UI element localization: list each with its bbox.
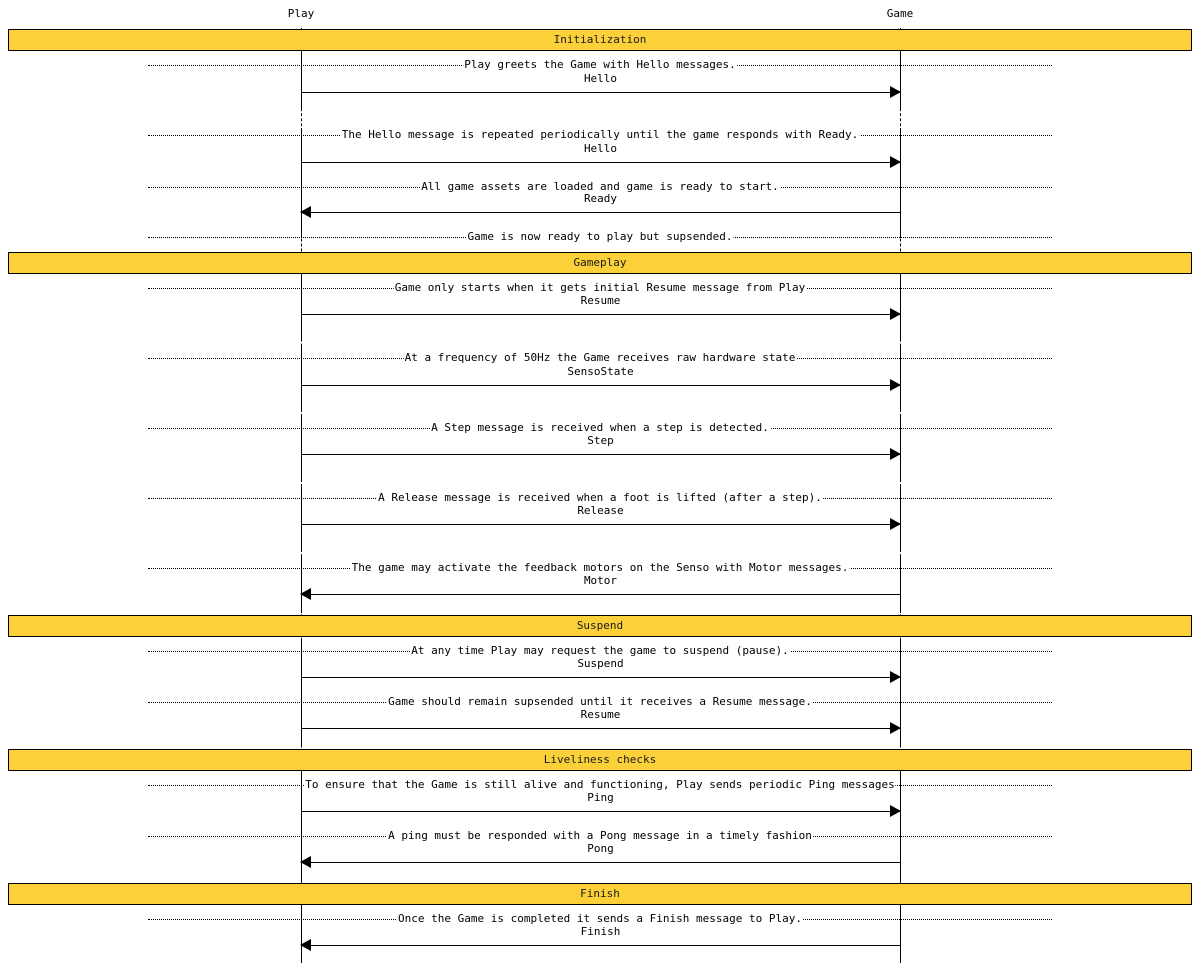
message-line	[301, 594, 900, 595]
note	[0, 230, 1200, 244]
note-text: The game may activate the feedback motors on the Senso with Motor messages.	[351, 561, 849, 574]
note-text: At any time Play may request the game to suspend (pause).	[411, 644, 789, 657]
note-text: A Release message is received when a foot is lifted (after a step).	[378, 491, 822, 504]
section-label-initialization: Initialization	[553, 33, 647, 46]
message-label: Ping	[587, 791, 614, 804]
note-text: Game should remain supsended until it receives a Resume message.	[388, 695, 812, 708]
message-line	[301, 212, 900, 213]
message-label: Hello	[583, 142, 618, 155]
message-line	[301, 862, 900, 863]
message-line	[301, 162, 900, 163]
note	[0, 128, 1200, 142]
message-label: Release	[577, 504, 624, 517]
arrowhead-icon	[300, 588, 311, 600]
message-arrow	[301, 791, 900, 825]
note-text: All game assets are loaded and game is ready to start.	[421, 180, 779, 193]
note	[0, 561, 1200, 575]
message-line	[301, 314, 900, 315]
section-label-gameplay: Gameplay	[573, 256, 627, 269]
message-line	[301, 811, 900, 812]
message-line	[301, 454, 900, 455]
message-arrow	[301, 434, 900, 468]
arrowhead-icon	[300, 856, 311, 868]
note-text: The Hello message is repeated periodically until the game responds with Ready.	[341, 128, 859, 141]
arrowhead-icon	[890, 448, 901, 460]
message-arrow	[301, 708, 900, 742]
note	[0, 829, 1200, 843]
arrowhead-icon	[300, 939, 311, 951]
note-text: Game only starts when it gets initial Resume message from Play	[394, 281, 806, 294]
message-arrow	[301, 294, 900, 328]
note	[0, 695, 1200, 709]
message-arrow	[301, 657, 900, 691]
message-arrow	[301, 504, 900, 538]
message-line	[301, 945, 900, 946]
arrowhead-icon	[300, 206, 311, 218]
note-text: Game is now ready to play but supsended.	[467, 230, 733, 243]
message-label: Pong	[587, 842, 614, 855]
arrowhead-icon	[890, 379, 901, 391]
message-line	[301, 92, 900, 93]
section-bar-initialization	[8, 29, 1192, 51]
arrowhead-icon	[890, 86, 901, 98]
message-arrow	[301, 72, 900, 106]
message-label: Resume	[580, 708, 621, 721]
message-label: Resume	[580, 294, 621, 307]
message-arrow	[301, 142, 900, 176]
note-text: A Step message is received when a step is detected.	[431, 421, 769, 434]
message-arrow	[301, 574, 900, 608]
note-text: Once the Game is completed it sends a Finish message to Play.	[398, 912, 802, 925]
arrowhead-icon	[890, 671, 901, 683]
note	[0, 281, 1200, 295]
message-label: Motor	[583, 574, 618, 587]
section-bar-liveliness-checks	[8, 749, 1192, 771]
note-text: To ensure that the Game is still alive and functioning, Play sends periodic Ping messages	[305, 778, 895, 791]
note-text: A ping must be responded with a Pong message in a timely fashion	[388, 829, 812, 842]
note	[0, 491, 1200, 505]
message-label: Hello	[583, 72, 618, 85]
arrowhead-icon	[890, 308, 901, 320]
message-arrow	[301, 192, 900, 226]
message-arrow	[301, 842, 900, 876]
note	[0, 351, 1200, 365]
message-label: SensoState	[567, 365, 634, 378]
note	[0, 778, 1200, 792]
section-label-suspend: Suspend	[576, 619, 624, 632]
message-line	[301, 385, 900, 386]
section-bar-suspend	[8, 615, 1192, 637]
note	[0, 644, 1200, 658]
note-text: At a frequency of 50Hz the Game receives raw hardware state	[404, 351, 796, 364]
arrowhead-icon	[890, 805, 901, 817]
message-line	[301, 677, 900, 678]
arrowhead-icon	[890, 722, 901, 734]
message-arrow	[301, 925, 900, 959]
arrowhead-icon	[890, 156, 901, 168]
message-label: Step	[587, 434, 614, 447]
arrowhead-icon	[890, 518, 901, 530]
message-label: Finish	[580, 925, 621, 938]
section-bar-gameplay	[8, 252, 1192, 274]
participant-label-play: Play	[287, 7, 315, 20]
message-arrow	[301, 365, 900, 399]
participant-label-game: Game	[886, 7, 914, 20]
note	[0, 421, 1200, 435]
note	[0, 58, 1200, 72]
message-label: Ready	[583, 192, 618, 205]
note-text: Play greets the Game with Hello messages.	[464, 58, 736, 71]
message-label: Suspend	[577, 657, 624, 670]
section-label-finish: Finish	[580, 887, 620, 900]
section-bar-finish	[8, 883, 1192, 905]
message-line	[301, 728, 900, 729]
section-label-liveliness-checks: Liveliness checks	[543, 753, 657, 766]
note	[0, 912, 1200, 926]
message-line	[301, 524, 900, 525]
